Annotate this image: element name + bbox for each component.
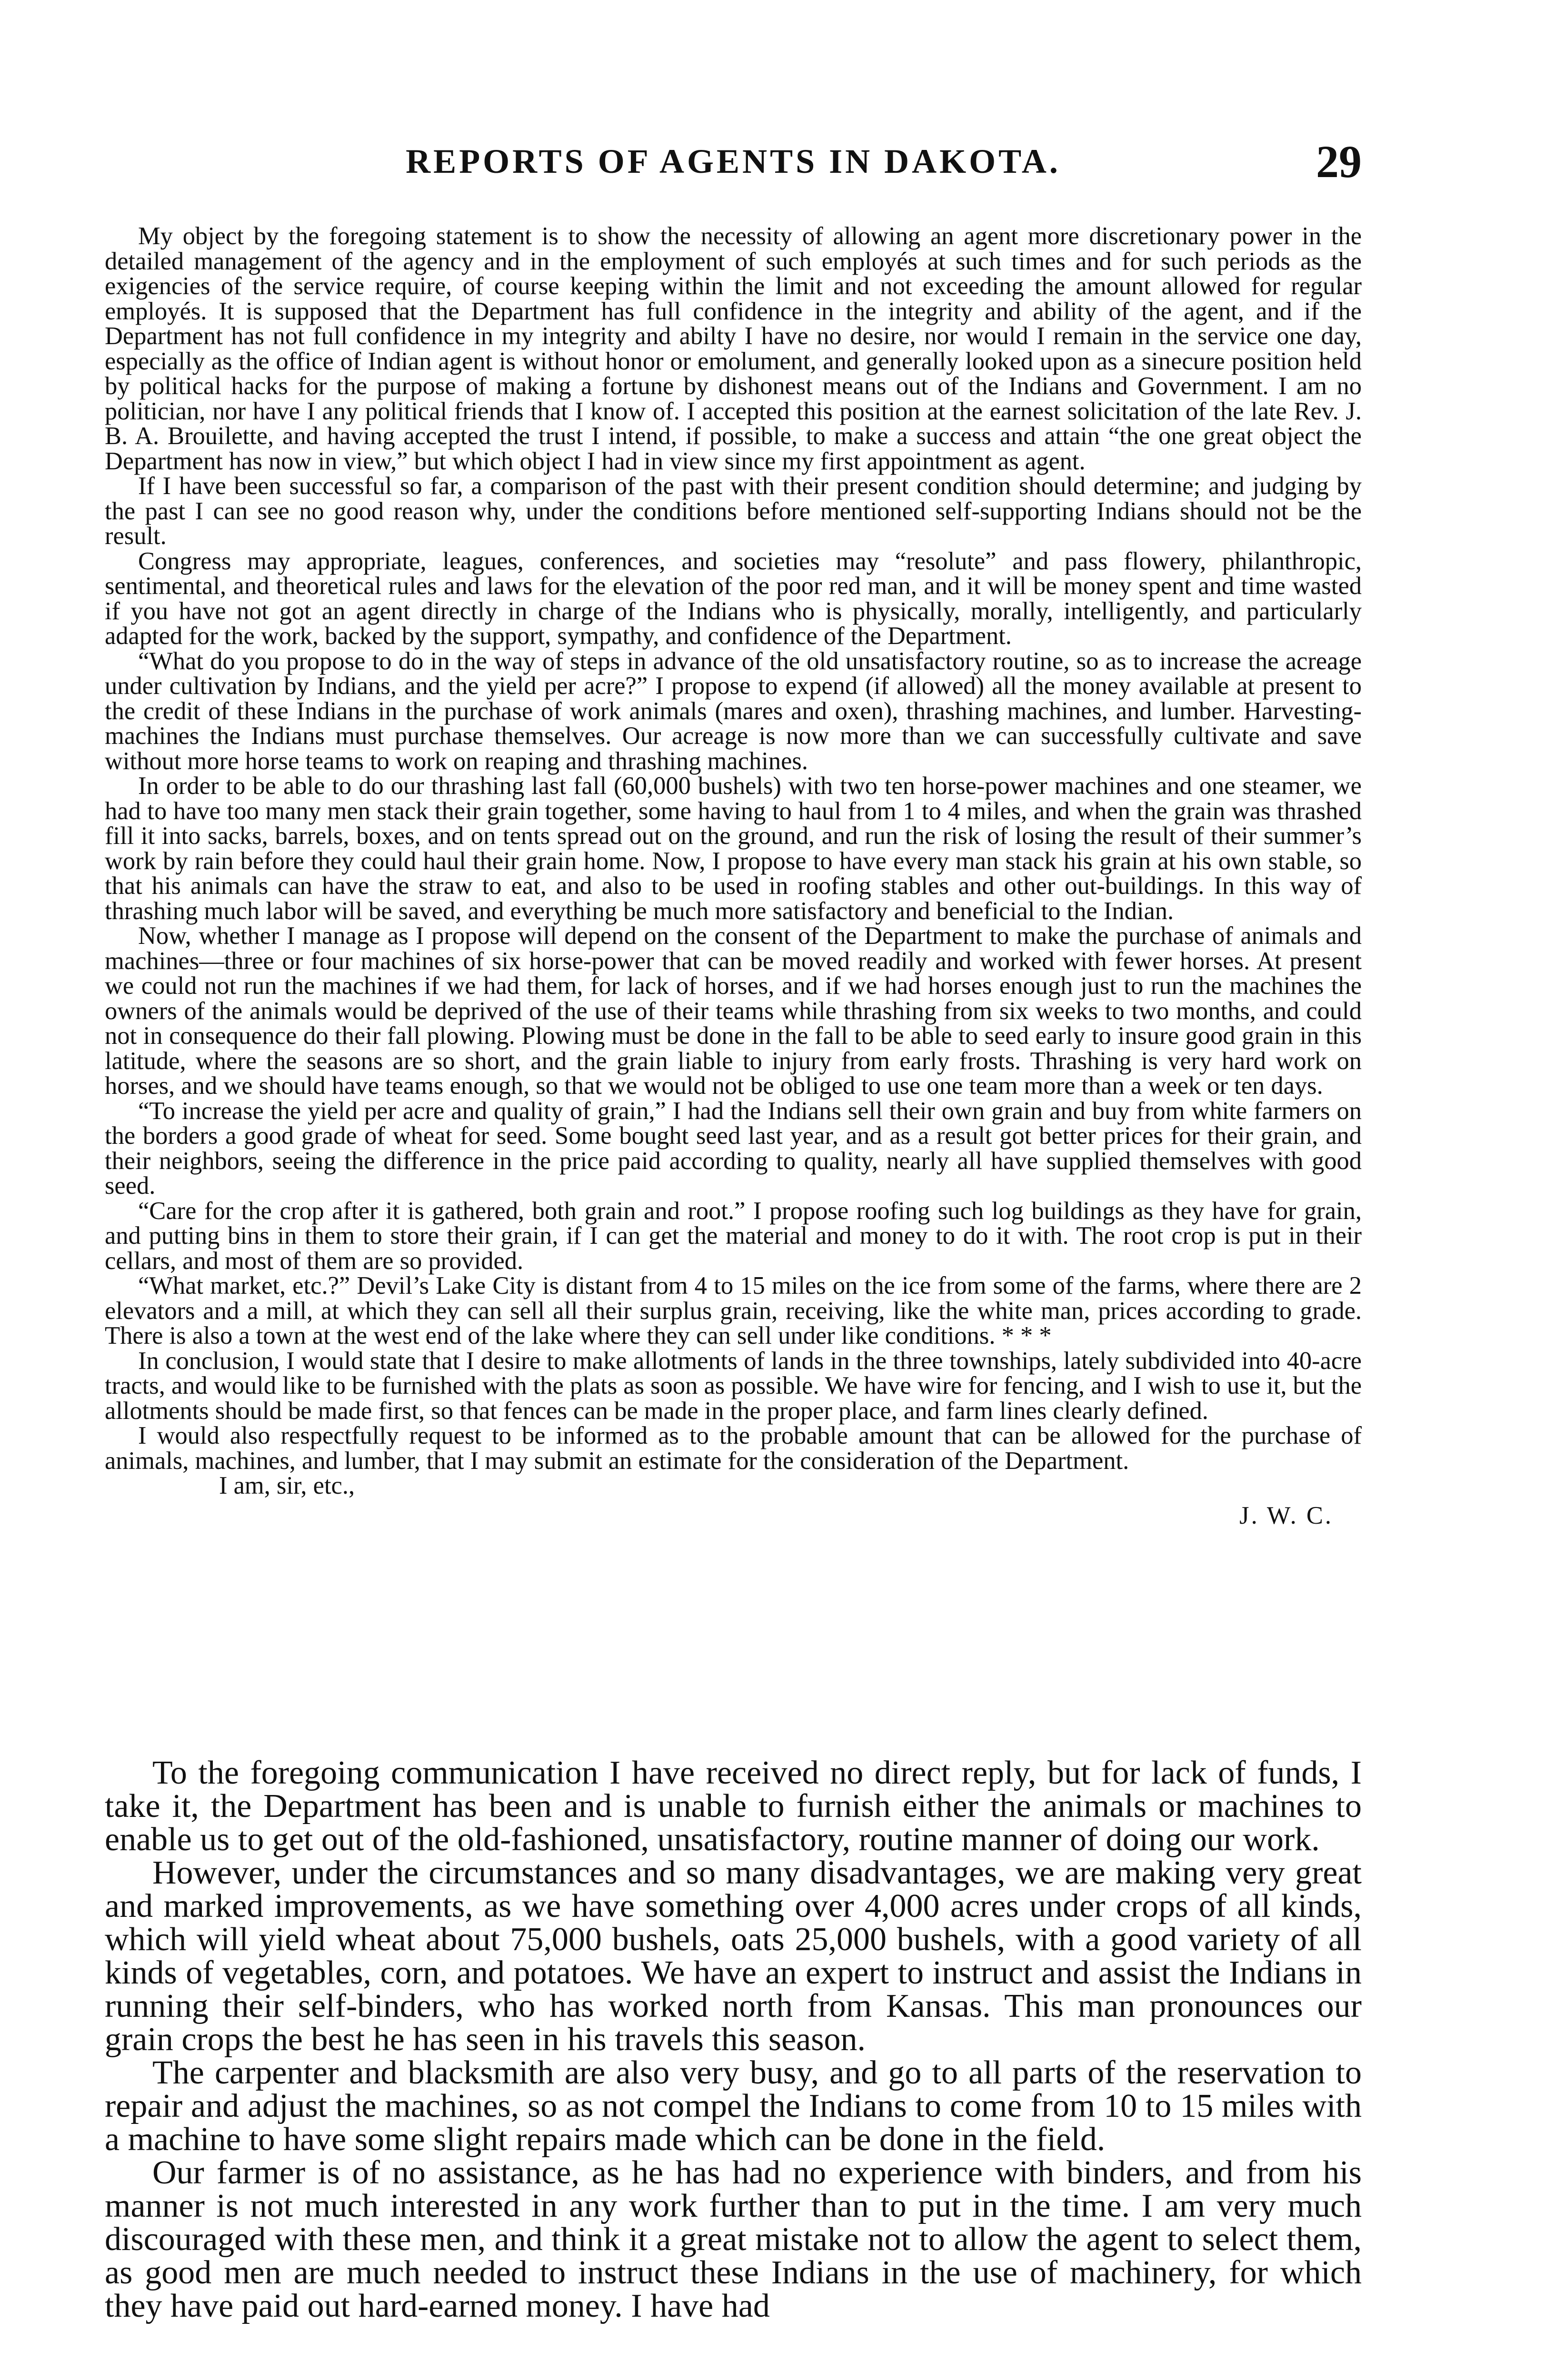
body-paragraph: However, under the circumstances and so many disadvantages, we are making very great and marked improvements, as we have something over 4,000 acres under crops of all kinds, which will yield wheat about 75,000 bushels, oats 25,000 bushels, with a good variety of all kinds of vegetables, corn, and potatoes. We have an expert to instruct and assist the Indians in running their self-binders, who has worked north from Kansas. This man pronounces our grain crops the best he has seen in his travels this season. [105,1854,1362,2058]
letter-paragraph: “What market, etc.?” Devil’s Lake City is distant from 4 to 15 miles on the ice from some of the farms, where there are 2 elevators and a mill, at which they can sell all their surplus grain, receiving, like the white man, prices according to grade. There is also a town at the west end of the lake where they can sell under like conditions. * * * [105,1272,1362,1349]
body-paragraph: Our farmer is of no assistance, as he has had no experience with binders, and from his manner is not much interested in any work further than to put in the time. I am very much discouraged with these men, and think it a great mistake not to allow the agent to select them, as good men are much needed to instruct these Indians in the use of machinery, for which they have paid out hard-earned money. I have had [105,2154,1362,2324]
letter-signature: J. W. C. [1239,1501,1333,1529]
letter-paragraph: I would also respectfully request to be informed as to the probable amount that can be allowed for the purchase of animals, machines, and lumber, that I may submit an estimate for the consideration of the Department. [105,1422,1362,1475]
quoted-letter [105,224,1362,1528]
body-paragraph: The carpenter and blacksmith are also very busy, and go to all parts of the reservation to repair and adjust the machines, so as not compel the Indians to come from 10 to 15 miles with a machine to have some slight repairs made which can be done in the field. [105,2054,1362,2158]
body-paragraph: To the foregoing communication I have received no direct reply, but for lack of funds, I take it, the Department has been and is unable to furnish either the animals or machines to enable us to get out of the old-fashioned, unsatisfactory, routine manner of doing our work. [105,1755,1362,1858]
letter-paragraph: In conclusion, I would state that I desire to make allotments of lands in the three townships, lately subdivided into 40-acre tracts, and would like to be furnished with the plats as soon as possible. We have wire for fencing, and I wish to use it, but the allotments should be made first, so that fences can be made in the proper place, and farm lines clearly defined. [105,1347,1362,1425]
page-number: 29 [1316,136,1362,187]
letter-paragraph: “Care for the crop after it is gathered, both grain and root.” I propose roofing such log buildings as they have for grain, and putting bins in them to store their grain, if I can get the material and money to do it with. The root crop is put in their cellars, and most of them are so provided. [105,1197,1362,1275]
letter-paragraph: Now, whether I manage as I propose will depend on the consent of the Department to make the purchase of animals and machines—three or four machines of six horse-power that can be moved readily and worked with fewer horses. At present we could not run the machines if we had them, for lack of horses, and if we had horses enough just to run the machines the owners of the animals would be deprived of the use of their teams while thrashing from six weeks to two months, and could not in consequence do their fall plowing. Plowing must be done in the fall to be able to seed early to insure good grain in this latitude, where the seasons are so short, and the grain liable to injury from early frosts. Thrashing is very hard work on horses, and we should have teams enough, so that we would not be obliged to use one team more than a week or ten days. [105,922,1362,1100]
letter-paragraph: Congress may appropriate, leagues, conferences, and societies may “resolute” and pass flowery, philanthropic, sentimental, and theoretical rules and laws for the elevation of the poor red man, and it will be money spent and time wasted if you have not got an agent directly in charge of the Indians who is physically, morally, intelligently, and particularly adapted for the work, backed by the support, sympathy, and confidence of the Department. [105,547,1362,650]
letter-paragraph: My object by the foregoing statement is to show the necessity of allowing an agent more discretionary power in the detailed management of the agency and in the employment of such employés at such times and for such periods as the exigencies of the service require, of course keeping within the limit and not exceeding the amount allowed for regular employés. It is supposed that the Department has full confidence in the integrity and ability of the agent, and if the Department has not full confidence in my integrity and abilty I have no desire, nor would I remain in the service one day, especially as the office of Indian agent is without honor or emolument, and generally looked upon as a sinecure position held by political hacks for the purpose of making a fortune by dishonest means out of the Indians and Government. I am no politician, nor have I any political friends that I know of. I accepted this position at the earnest solicitation of the late Rev. J. B. A. Brouilette, and having accepted the trust I intend, if possible, to make a success and attain “the one great object the Department has now in view,” but which object I had in view since my first appointment as agent. [105,222,1362,475]
letter-paragraph: “To increase the yield per acre and quality of grain,” I had the Indians sell their own grain and buy from white farmers on the borders a good grade of wheat for seed. Some bought seed last year, and as a result got better prices for their grain, and their neighbors, seeing the difference in the price paid according to quality, nearly all have supplied themselves with good seed. [105,1097,1362,1200]
letter-paragraph: If I have been successful so far, a comparison of the past with their present condition should determine; and judging by the past I can see no good reason why, under the conditions before mentioned self-supporting Indians should not be the result. [105,472,1362,550]
main-body-text [105,1756,1362,2323]
running-title: REPORTS OF AGENTS IN DAKOTA. [406,142,1061,180]
letter-paragraph: In order to be able to do our thrashing last fall (60,000 bushels) with two ten horse-power machines and one steamer, we had to have too many men stack their grain together, some having to haul from 1 to 4 miles, and when the grain was thrashed fill it into sacks, barrels, boxes, and on tents spread out on the ground, and run the risk of losing the result of their summer’s work by rain before they could haul their grain home. Now, I propose to have every man stack his grain at his own stable, so that his animals can have the straw to eat, and also to be used in roofing stables and other out-buildings. In this way of thrashing much labor will be saved, and everything be much more satisfactory and beneficial to the Indian. [105,772,1362,925]
page-header [105,138,1362,190]
letter-paragraph: “What do you propose to do in the way of steps in advance of the old unsatisfactory routine, so as to increase the acreage under cultivation by Indians, and the yield per acre?” I propose to expend (if allowed) all the money available at present to the credit of these Indians in the purchase of work animals (mares and oxen), thrashing machines, and lumber. Harvesting-machines the Indians must purchase themselves. Our acreage is now more than we can successfully cultivate and save without more horse teams to work on reaping and thrashing machines. [105,647,1362,775]
letter-closing: I am, sir, etc., [219,1472,355,1499]
